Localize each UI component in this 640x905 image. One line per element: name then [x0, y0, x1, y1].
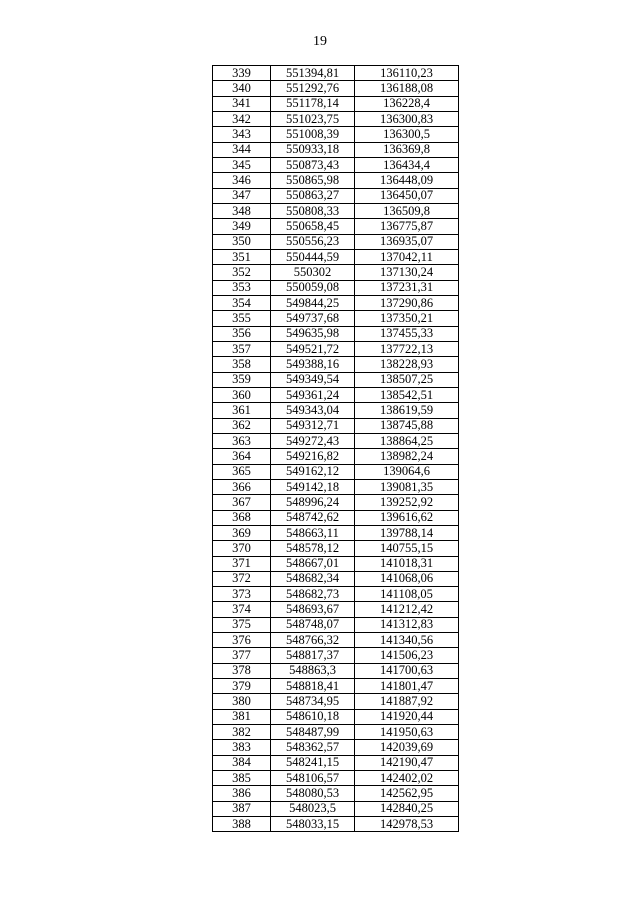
table-row: [213, 157, 459, 172]
x-coordinate-cell: 548023,5: [271, 801, 355, 816]
y-coordinate-cell: 137350,21: [355, 311, 459, 326]
x-coordinate-cell: 548748,07: [271, 617, 355, 632]
x-coordinate-cell: 549142,18: [271, 479, 355, 494]
point-number-cell: 374: [213, 602, 271, 617]
table-row: [213, 265, 459, 280]
x-coordinate-cell: 548742,62: [271, 510, 355, 525]
y-coordinate-cell: 138745,88: [355, 418, 459, 433]
table-row: [213, 679, 459, 694]
y-coordinate-cell: 136448,09: [355, 173, 459, 188]
point-number-cell: 355: [213, 311, 271, 326]
x-coordinate-cell: 551394,81: [271, 66, 355, 81]
y-coordinate-cell: 142840,25: [355, 801, 459, 816]
table-row: [213, 173, 459, 188]
x-coordinate-cell: 548693,67: [271, 602, 355, 617]
y-coordinate-cell: 141920,44: [355, 709, 459, 724]
table-row: [213, 66, 459, 81]
x-coordinate-cell: 548241,15: [271, 755, 355, 770]
y-coordinate-cell: 136188,08: [355, 81, 459, 96]
x-coordinate-cell: 550302: [271, 265, 355, 280]
table-row: [213, 801, 459, 816]
y-coordinate-cell: 139081,35: [355, 479, 459, 494]
x-coordinate-cell: 548863,3: [271, 663, 355, 678]
table-row: [213, 786, 459, 801]
x-coordinate-cell: 548033,15: [271, 817, 355, 832]
table-row: [213, 541, 459, 556]
point-number-cell: 380: [213, 694, 271, 709]
y-coordinate-cell: 141506,23: [355, 648, 459, 663]
point-number-cell: 366: [213, 479, 271, 494]
page-number: 19: [313, 34, 327, 49]
point-number-cell: 367: [213, 495, 271, 510]
y-coordinate-cell: 137130,24: [355, 265, 459, 280]
y-coordinate-cell: 136110,23: [355, 66, 459, 81]
table-row: [213, 694, 459, 709]
y-coordinate-cell: 141212,42: [355, 602, 459, 617]
y-coordinate-cell: 136450,07: [355, 188, 459, 203]
table-row: [213, 311, 459, 326]
table-row: [213, 740, 459, 755]
x-coordinate-cell: 548817,37: [271, 648, 355, 663]
table-row: [213, 510, 459, 525]
y-coordinate-cell: 137722,13: [355, 341, 459, 356]
x-coordinate-cell: 548818,41: [271, 679, 355, 694]
table-row: [213, 188, 459, 203]
point-number-cell: 353: [213, 280, 271, 295]
table-row: [213, 495, 459, 510]
point-number-cell: 340: [213, 81, 271, 96]
x-coordinate-cell: 548667,01: [271, 556, 355, 571]
table-row: [213, 295, 459, 310]
y-coordinate-cell: 142562,95: [355, 786, 459, 801]
y-coordinate-cell: 142039,69: [355, 740, 459, 755]
y-coordinate-cell: 139064,6: [355, 464, 459, 479]
y-coordinate-cell: 141312,83: [355, 617, 459, 632]
x-coordinate-cell: 548106,57: [271, 771, 355, 786]
x-coordinate-cell: 549272,43: [271, 433, 355, 448]
table-row: [213, 556, 459, 571]
x-coordinate-cell: 550873,43: [271, 157, 355, 172]
point-number-cell: 357: [213, 341, 271, 356]
point-number-cell: 349: [213, 219, 271, 234]
x-coordinate-cell: 549216,82: [271, 449, 355, 464]
table-row: [213, 234, 459, 249]
x-coordinate-cell: 548663,11: [271, 525, 355, 540]
coordinates-table: [212, 65, 459, 832]
point-number-cell: 369: [213, 525, 271, 540]
point-number-cell: 343: [213, 127, 271, 142]
y-coordinate-cell: 136300,5: [355, 127, 459, 142]
y-coordinate-cell: 141700,63: [355, 663, 459, 678]
y-coordinate-cell: 142190,47: [355, 755, 459, 770]
point-number-cell: 378: [213, 663, 271, 678]
x-coordinate-cell: 550865,98: [271, 173, 355, 188]
point-number-cell: 385: [213, 771, 271, 786]
point-number-cell: 383: [213, 740, 271, 755]
y-coordinate-cell: 141108,05: [355, 587, 459, 602]
point-number-cell: 339: [213, 66, 271, 81]
table-row: [213, 617, 459, 632]
table-row: [213, 633, 459, 648]
x-coordinate-cell: 551292,76: [271, 81, 355, 96]
point-number-cell: 384: [213, 755, 271, 770]
x-coordinate-cell: 550059,08: [271, 280, 355, 295]
x-coordinate-cell: 551023,75: [271, 111, 355, 126]
table-row: [213, 479, 459, 494]
point-number-cell: 354: [213, 295, 271, 310]
x-coordinate-cell: 548682,34: [271, 571, 355, 586]
y-coordinate-cell: 139616,62: [355, 510, 459, 525]
x-coordinate-cell: 549521,72: [271, 341, 355, 356]
point-number-cell: 341: [213, 96, 271, 111]
table-row: [213, 280, 459, 295]
table-row: [213, 602, 459, 617]
point-number-cell: 379: [213, 679, 271, 694]
table-row: [213, 587, 459, 602]
x-coordinate-cell: 548362,57: [271, 740, 355, 755]
table-row: [213, 418, 459, 433]
x-coordinate-cell: 551008,39: [271, 127, 355, 142]
table-row: [213, 709, 459, 724]
point-number-cell: 345: [213, 157, 271, 172]
table-row: [213, 525, 459, 540]
y-coordinate-cell: 137231,31: [355, 280, 459, 295]
point-number-cell: 370: [213, 541, 271, 556]
point-number-cell: 342: [213, 111, 271, 126]
point-number-cell: 350: [213, 234, 271, 249]
table-row: [213, 372, 459, 387]
table-row: [213, 81, 459, 96]
y-coordinate-cell: 141068,06: [355, 571, 459, 586]
y-coordinate-cell: 137455,33: [355, 326, 459, 341]
x-coordinate-cell: 549162,12: [271, 464, 355, 479]
x-coordinate-cell: 549388,16: [271, 357, 355, 372]
table-row: [213, 142, 459, 157]
x-coordinate-cell: 551178,14: [271, 96, 355, 111]
y-coordinate-cell: 138228,93: [355, 357, 459, 372]
point-number-cell: 346: [213, 173, 271, 188]
table-row: [213, 648, 459, 663]
point-number-cell: 388: [213, 817, 271, 832]
point-number-cell: 358: [213, 357, 271, 372]
point-number-cell: 387: [213, 801, 271, 816]
y-coordinate-cell: 136369,8: [355, 142, 459, 157]
y-coordinate-cell: 136775,87: [355, 219, 459, 234]
x-coordinate-cell: 548682,73: [271, 587, 355, 602]
y-coordinate-cell: 138982,24: [355, 449, 459, 464]
point-number-cell: 372: [213, 571, 271, 586]
y-coordinate-cell: 141018,31: [355, 556, 459, 571]
y-coordinate-cell: 141887,92: [355, 694, 459, 709]
x-coordinate-cell: 548487,99: [271, 725, 355, 740]
point-number-cell: 368: [213, 510, 271, 525]
point-number-cell: 347: [213, 188, 271, 203]
point-number-cell: 362: [213, 418, 271, 433]
coordinates-table-body: [213, 66, 459, 832]
point-number-cell: 360: [213, 387, 271, 402]
y-coordinate-cell: 141950,63: [355, 725, 459, 740]
table-row: [213, 249, 459, 264]
x-coordinate-cell: 550863,27: [271, 188, 355, 203]
y-coordinate-cell: 136434,4: [355, 157, 459, 172]
point-number-cell: 371: [213, 556, 271, 571]
y-coordinate-cell: 140755,15: [355, 541, 459, 556]
x-coordinate-cell: 550658,45: [271, 219, 355, 234]
point-number-cell: 361: [213, 403, 271, 418]
x-coordinate-cell: 549635,98: [271, 326, 355, 341]
y-coordinate-cell: 138542,51: [355, 387, 459, 402]
x-coordinate-cell: 550808,33: [271, 203, 355, 218]
y-coordinate-cell: 141801,47: [355, 679, 459, 694]
x-coordinate-cell: 548734,95: [271, 694, 355, 709]
table-row: [213, 755, 459, 770]
table-row: [213, 111, 459, 126]
point-number-cell: 386: [213, 786, 271, 801]
point-number-cell: 351: [213, 249, 271, 264]
point-number-cell: 382: [213, 725, 271, 740]
table-row: [213, 219, 459, 234]
point-number-cell: 352: [213, 265, 271, 280]
table-row: [213, 403, 459, 418]
y-coordinate-cell: 138507,25: [355, 372, 459, 387]
point-number-cell: 364: [213, 449, 271, 464]
x-coordinate-cell: 548080,53: [271, 786, 355, 801]
table-row: [213, 357, 459, 372]
y-coordinate-cell: 141340,56: [355, 633, 459, 648]
point-number-cell: 377: [213, 648, 271, 663]
x-coordinate-cell: 549343,04: [271, 403, 355, 418]
y-coordinate-cell: 139788,14: [355, 525, 459, 540]
x-coordinate-cell: 548766,32: [271, 633, 355, 648]
table-row: [213, 663, 459, 678]
table-row: [213, 96, 459, 111]
x-coordinate-cell: 549361,24: [271, 387, 355, 402]
point-number-cell: 375: [213, 617, 271, 632]
table-row: [213, 449, 459, 464]
table-row: [213, 127, 459, 142]
y-coordinate-cell: 138864,25: [355, 433, 459, 448]
table-row: [213, 341, 459, 356]
y-coordinate-cell: 137290,86: [355, 295, 459, 310]
x-coordinate-cell: 548610,18: [271, 709, 355, 724]
table-row: [213, 817, 459, 832]
x-coordinate-cell: 550933,18: [271, 142, 355, 157]
table-row: [213, 326, 459, 341]
y-coordinate-cell: 137042,11: [355, 249, 459, 264]
point-number-cell: 359: [213, 372, 271, 387]
x-coordinate-cell: 550444,59: [271, 249, 355, 264]
y-coordinate-cell: 136300,83: [355, 111, 459, 126]
point-number-cell: 365: [213, 464, 271, 479]
table-row: [213, 387, 459, 402]
y-coordinate-cell: 138619,59: [355, 403, 459, 418]
table-row: [213, 571, 459, 586]
x-coordinate-cell: 549737,68: [271, 311, 355, 326]
y-coordinate-cell: 136228,4: [355, 96, 459, 111]
x-coordinate-cell: 548996,24: [271, 495, 355, 510]
x-coordinate-cell: 549349,54: [271, 372, 355, 387]
point-number-cell: 344: [213, 142, 271, 157]
y-coordinate-cell: 142402,02: [355, 771, 459, 786]
point-number-cell: 356: [213, 326, 271, 341]
point-number-cell: 363: [213, 433, 271, 448]
point-number-cell: 376: [213, 633, 271, 648]
x-coordinate-cell: 549312,71: [271, 418, 355, 433]
y-coordinate-cell: 136509,8: [355, 203, 459, 218]
table-row: [213, 725, 459, 740]
table-row: [213, 464, 459, 479]
table-row: [213, 203, 459, 218]
y-coordinate-cell: 142978,53: [355, 817, 459, 832]
table-row: [213, 433, 459, 448]
table-row: [213, 771, 459, 786]
y-coordinate-cell: 139252,92: [355, 495, 459, 510]
x-coordinate-cell: 548578,12: [271, 541, 355, 556]
point-number-cell: 348: [213, 203, 271, 218]
y-coordinate-cell: 136935,07: [355, 234, 459, 249]
point-number-cell: 373: [213, 587, 271, 602]
x-coordinate-cell: 550556,23: [271, 234, 355, 249]
x-coordinate-cell: 549844,25: [271, 295, 355, 310]
point-number-cell: 381: [213, 709, 271, 724]
